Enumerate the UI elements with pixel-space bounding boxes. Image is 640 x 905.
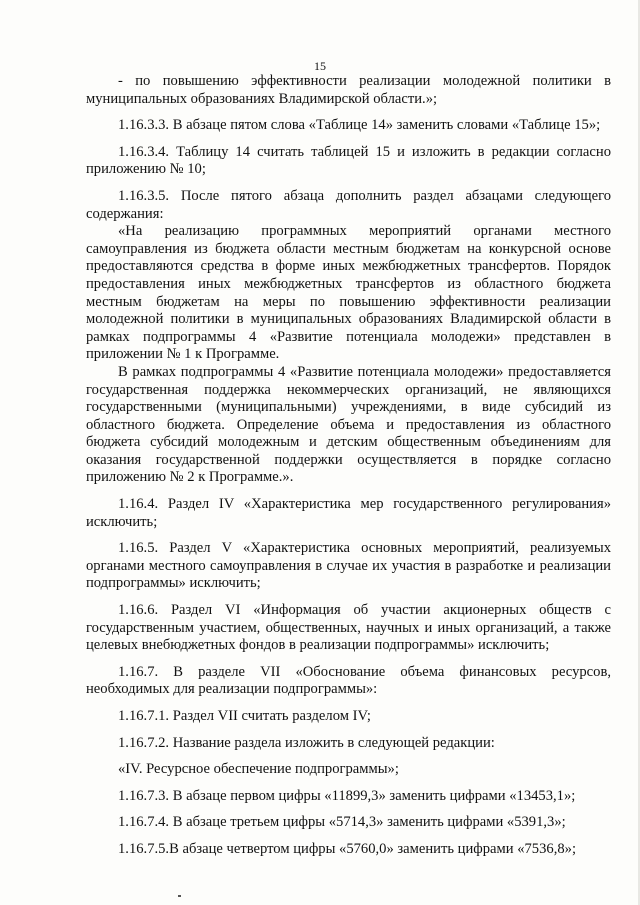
paragraph: 1.16.7.2. Название раздела изложить в следующей редакции: xyxy=(118,734,495,751)
paragraph: 1.16.5. Раздел V «Характеристика основных мероприятий, реализуемых органами местного самоуправления в случае их участия в разработке и реализации подпрограммы» исключить; xyxy=(86,540,611,592)
paragraph: 1.16.3.4. Таблицу 14 считать таблицей 15 и изложить в редакции согласно приложению № 10; xyxy=(86,143,611,178)
paragraph: - по повышению эффективности реализации молодежной политики в муниципальных образованиях Владимирской области.»; xyxy=(86,73,611,107)
scan-speck xyxy=(178,895,181,897)
paragraph: 1.16.7.1. Раздел VII считать разделом IV; xyxy=(118,708,371,724)
paragraph: 1.16.3.5. После пятого абзаца дополнить раздел абзацами следующего содержания: xyxy=(86,187,611,222)
paragraph: 1.16.4. Раздел IV «Характеристика мер государственного регулирования» исключить; xyxy=(86,496,611,530)
paragraph: «На реализацию программных мероприятий органами местного самоуправления из бюджета области местным бюджетам на конкурсной основе предоставляются средства в форме иных межбюджетных трансфертов. Порядок предоставления иных межбюджетных трансфертов из областного бюджета местным бюджетам на меры по повышению эффективности реализации молодежной политики в муниципальных образованиях Владимирской области в рамках подпрограммы 4 «Развитие потенциала молодежи» представлен в приложении № 1 к Программе. xyxy=(86,223,611,363)
paragraph: 1.16.7.4. В абзаце третьем цифры «5714,3» заменить цифрами «5391,3»; xyxy=(118,814,566,831)
paragraph: 1.16.7.3. В абзаце первом цифры «11899,3» заменить цифрами «13453,1»; xyxy=(118,787,576,804)
document-body xyxy=(86,73,611,868)
paragraph: «IV. Ресурсное обеспечение подпрограммы»; xyxy=(118,761,399,778)
page-number: 15 xyxy=(314,59,326,73)
paragraph: 1.16.3.3. В абзаце пятом слова «Таблице 14» заменить словами «Таблице 15»; xyxy=(118,117,601,134)
paragraph: 1.16.7.5.В абзаце четвертом цифры «5760,0» заменить цифрами «7536,8»; xyxy=(118,840,576,857)
paragraph: В рамках подпрограммы 4 «Развитие потенциала молодежи» предоставляется государственная поддержка некоммерческих организаций, не являющихся государственными (муниципальными) учреждениями, в виде субсидий из областного бюджета. Определение объема и предоставления из областного бюджета субсидий молодежным и детским общественным объединениям для оказания государственной поддержки осуществляется в порядке согласно приложению № 2 к Программе.». xyxy=(86,363,611,486)
paragraph: 1.16.6. Раздел VI «Информация об участии акционерных обществ с государственным участием, общественных, научных и иных организаций, а также целевых внебюджетных фондов в реализации подпрограммы» исключить; xyxy=(86,602,611,654)
paragraph: 1.16.7. В разделе VII «Обоснование объема финансовых ресурсов, необходимых для реализации подпрограммы»: xyxy=(86,663,611,698)
